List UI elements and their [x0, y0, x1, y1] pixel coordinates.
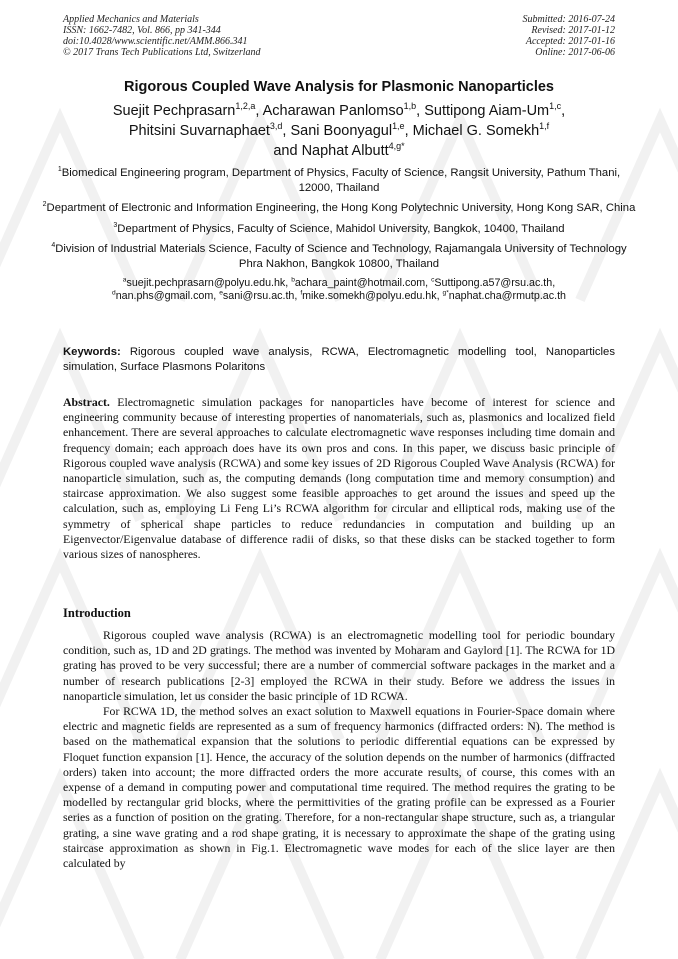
journal-name: Applied Mechanics and Materials	[63, 14, 199, 25]
doi-line: doi:10.4028/www.scientific.net/AMM.866.341	[63, 36, 248, 47]
revised-date: Revised: 2017-01-12	[531, 25, 615, 36]
abstract-label: Abstract.	[63, 395, 110, 409]
intro-paragraph-2: For RCWA 1D, the method solves an exact solution to Maxwell equations in Fourier-Space domain where electric and magnetic fields are represented as a sum of frequency harmonics (diffracted orders: N). The method is based on the mathematical expansion that the solutions to periodic differential equations can be expressed by Floquet function expansion [1]. Hence, the accuracy of the solution depends on the number of harmonics (diffracted orders) taken into account; the more diffracted orders the more accurate results, of course, this comes with an expense of a demand in computing power and computational time required. The method requires the grating to be modelled by rectangular grid blocks, where the permittivities of the grating profile can be expressed as a Fourier series as a function of position on the grating. Therefore, for a non-rectangular shape structure, such as, a triangular grating, a sine wave grating and a rod shape grating, it is necessary to approximate the shape of the grating using staircase approximation as shown in Fig.1. Electromagnetic wave modes for each of the slice layer are then calculated by	[63, 704, 615, 871]
keywords-label: Keywords:	[63, 346, 121, 358]
author-5: Sani Boonyagul$^{1,e}$,	[290, 121, 413, 139]
dates-header	[523, 14, 616, 58]
email-f: mike.somekh@polyu.edu.hk,	[302, 290, 443, 302]
author-3: Suttipong Aiam-Um$^{1,c}$,	[424, 101, 566, 119]
email-g: naphat.cha@rmutp.ac.th	[448, 290, 566, 302]
keywords-section	[63, 345, 615, 375]
author-list	[40, 101, 638, 161]
introduction-heading: Introduction	[63, 606, 131, 620]
email-e: sani@rsu.ac.th,	[222, 290, 301, 302]
affiliation-4: $^4$Division of Industrial Materials Science, Faculty of Science and Technology, Rajamangala University of Technology Phra Nakhon, Bangkok 10800, Thailand	[51, 242, 627, 270]
introduction-body	[63, 628, 615, 871]
online-date: Online: 2017-06-06	[535, 47, 615, 58]
paper-title: Rigorous Coupled Wave Analysis for Plasmonic Nanoparticles	[124, 79, 554, 95]
intro-paragraph-1: Rigorous coupled wave analysis (RCWA) is an electromagnetic modelling tool for periodic boundary condition, such as, 1D and 2D gratings. The method was invented by Moharam and Gaylord [1]. The RCWA for 1D grating has proved to be very successful; there are a number of commercial software packages in the market and a number of research publications [2-3] employed the RCWA in their study. Before we address the issues in nanoparticle simulation, let us consider the basic principle of 1D RCWA.	[63, 628, 615, 703]
affiliation-1: $^1$Biomedical Engineering program, Department of Physics, Faculty of Science, Rangsit University, Pathum Thani, 12000, Thailand	[57, 166, 621, 194]
email-list: $^a$suejit.pechprasarn@polyu.edu.hk, $^b$achara_paint@hotmail.com, $^c$Suttipong.a57@rsu.ac.th, $^d$nan.phs@gmail.com, $^e$sani@rsu.ac.th, $^f$mike.somekh@polyu.edu.hk, $^{g*}$naphat.cha@rmutp.ac.th	[112, 276, 566, 302]
author-7: and Naphat Albutt$^{4,g*}$	[273, 141, 405, 159]
affiliation-2: $^2$Department of Electronic and Information Engineering, the Hong Kong Polytechnic University, Hong Kong SAR, China	[42, 201, 636, 214]
submitted-date: Submitted: 2016-07-24	[522, 14, 615, 25]
copyright-line: © 2017 Trans Tech Publications Ltd, Switzerland	[63, 47, 261, 58]
abstract-section	[63, 395, 615, 562]
email-d: nan.phs@gmail.com,	[115, 290, 220, 302]
affiliation-list	[40, 166, 638, 303]
journal-header	[63, 14, 261, 58]
issn-line: ISSN: 1662-7482, Vol. 866, pp 341-344	[63, 25, 221, 36]
abstract-text: Electromagnetic simulation packages for nanoparticles have become of interest for science and engineering community because of interesting properties of nanomaterials, such as, plasmonics and localized field enhancement. There are several approaches to calculate electromagnetic wave responses including time domain and frequency domain; each approach does have its own pros and cons. In this paper, we discuss basic principle of Rigorous coupled wave analysis (RCWA) and some key issues of 2D Rigorous Coupled Wave Analysis (RCWA) for nanoparticle simulation, such as, the computing demands (long computation time and memory consumption) and staircase approximation. We also suggest some feasible approaches to get around the issues and speed up the calculation, such as, employing Li Feng Li’s RCWA algorithm for circular and elliptical rods, making use of the symmetry of spherical shape particles to reduce redundancies in computation and building up an Eigenvector/Eigenvalue database of difference radii of disks, so that these disks can be stacked together to form various sizes of nanospheres.	[63, 395, 615, 562]
accepted-date: Accepted: 2017-01-16	[525, 36, 615, 47]
email-c: Suttipong.a57@rsu.ac.th,	[434, 277, 556, 289]
email-a: suejit.pechprasarn@polyu.edu.hk,	[126, 277, 292, 289]
author-1: Suejit Pechprasarn$^{1,2,a}$,	[112, 101, 263, 119]
author-6: Michael G. Somekh$^{1,f}$	[412, 121, 550, 139]
affiliation-3: $^3$Department of Physics, Faculty of Science, Mahidol University, Bangkok, 10400, Thailand	[113, 221, 565, 235]
email-b: achara_paint@hotmail.com,	[294, 277, 432, 289]
author-4: Phitsini Suvarnaphaet$^{3,d}$,	[128, 121, 291, 139]
author-2: Acharawan Panlomso$^{1,b}$,	[262, 101, 425, 119]
keywords-text: Rigorous coupled wave analysis, RCWA, Electromagnetic modelling tool, Nanoparticles simulation, Surface Plasmons Polaritons	[63, 346, 615, 373]
